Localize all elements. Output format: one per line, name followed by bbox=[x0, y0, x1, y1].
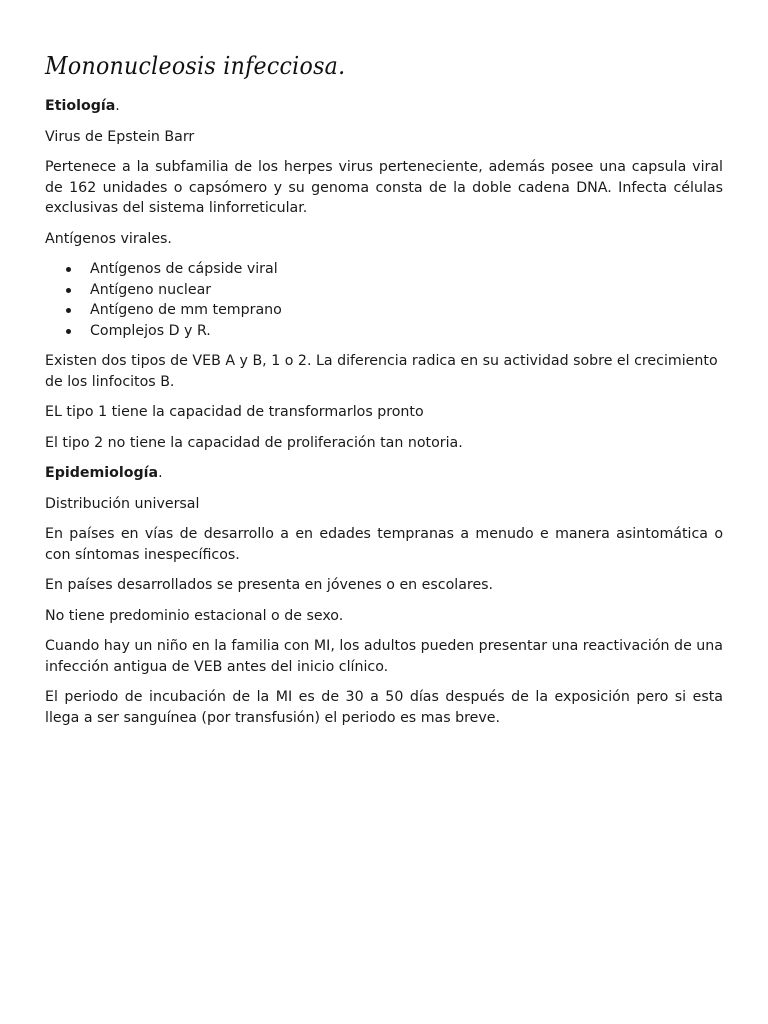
paragraph-epi-2: En países en vías de desarrollo a en edades tempranas a menudo e manera asintomática o con síntomas inespecíficos. bbox=[45, 526, 723, 563]
paragraph-types: Existen dos tipos de VEB A y B, 1 o 2. La diferencia radica en su actividad sobre el crecimiento de los linfocitos B. bbox=[45, 353, 718, 390]
paragraph-epi-6: El periodo de incubación de la MI es de 30 a 50 días después de la exposición pero si esta llega a ser sanguínea (por transfusión) el periodo es mas breve. bbox=[45, 689, 723, 726]
paragraph-epi-4: No tiene predominio estacional o de sexo. bbox=[45, 607, 344, 624]
section-heading-epidemiologia bbox=[45, 463, 723, 484]
list-item bbox=[90, 300, 723, 321]
paragraph-epi-3: En países desarrollados se presenta en jóvenes o en escolares. bbox=[45, 577, 494, 593]
paragraph-epi-5: Cuando hay un niño en la familia con MI, los adultos pueden presentar una reactivación de una infección antigua de VEB antes del inicio clínico. bbox=[45, 638, 723, 675]
list-item bbox=[90, 280, 723, 301]
section-heading-etiologia-text: Etiología bbox=[45, 98, 116, 114]
section-heading-epidemiologia-text: Epidemiología bbox=[45, 465, 159, 481]
paragraph-virus: Virus de Epstein Barr bbox=[45, 128, 195, 145]
paragraph-description: Pertenece a la subfamilia de los herpes virus perteneciente, además posee una capsula viral de 162 unidades o capsómero y su genoma consta de la doble cadena DNA. Infecta células exclusivas del sistema linforreticular. bbox=[45, 159, 723, 216]
section-heading-epidemiologia-period: . bbox=[158, 465, 163, 481]
section-heading-etiologia bbox=[45, 96, 723, 117]
list-item bbox=[90, 259, 723, 280]
paragraph-type2: El tipo 2 no tiene la capacidad de proliferación tan notoria. bbox=[45, 434, 463, 451]
bullet-icon bbox=[66, 267, 71, 272]
list-item-text: Antígenos de cápside viral bbox=[90, 261, 278, 277]
document-page bbox=[45, 46, 723, 738]
section-heading-etiologia-period: . bbox=[115, 98, 120, 114]
paragraph-antigens-intro: Antígenos virales. bbox=[45, 230, 172, 247]
bullet-icon bbox=[66, 288, 71, 293]
paragraph-type1: EL tipo 1 tiene la capacidad de transformarlos pronto bbox=[45, 404, 424, 420]
bullet-icon bbox=[66, 308, 71, 313]
list-item-text: Complejos D y R. bbox=[90, 322, 211, 339]
bullet-icon bbox=[66, 329, 71, 334]
document-title: Mononucleosis infecciosa. bbox=[45, 52, 346, 80]
list-item-text: Antígeno de mm temprano bbox=[90, 302, 282, 318]
paragraph-epi-1: Distribución universal bbox=[45, 495, 200, 512]
list-item bbox=[90, 321, 723, 342]
antigens-list bbox=[45, 259, 723, 341]
list-item-text: Antígeno nuclear bbox=[90, 281, 212, 298]
